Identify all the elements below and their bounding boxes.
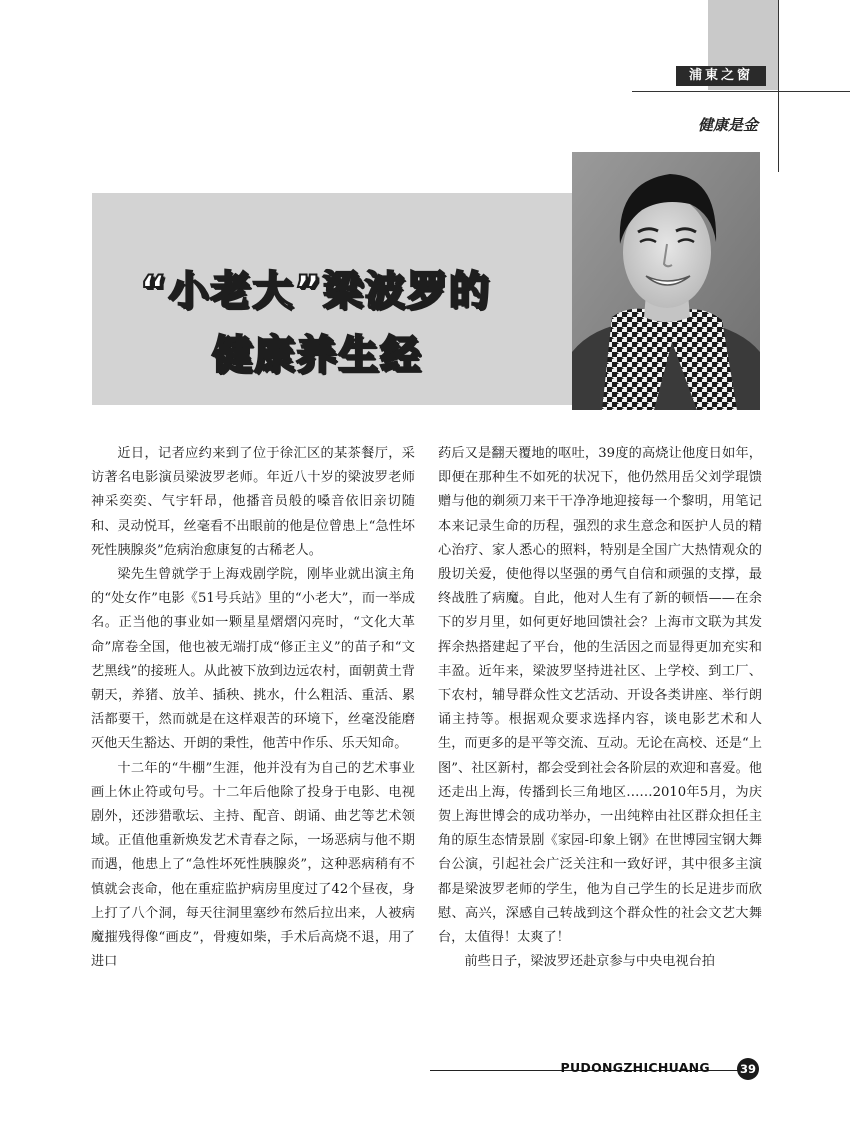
article-column-left (91, 442, 415, 974)
header-vertical-rule (778, 0, 779, 172)
title-panel (92, 193, 572, 405)
magazine-brand-logo: 浦東之窗 (676, 66, 766, 86)
paragraph: 前些日子，梁波罗还赴京参与中央电视台拍 (464, 954, 715, 970)
portrait-image (572, 152, 760, 410)
paragraph: 梁先生曾就学于上海戏剧学院，刚毕业就出演主角的“处女作”电影《51号兵站》里的“小老大”，而一举成名。正当他的事业如一颗星星熠熠闪亮时，“文化大革命”席卷全国，他也被无端打成“修正主义”的苗子和“文艺黑线”的接班人。从此被下放到边远农村，面朝黄土背朝天，养猪、放羊、插秧、挑水，什么粗活、重活、累活都要干，然而就是在这样艰苦的环境下，丝毫没能磨灭他天生豁达、开朗的秉性，他苦中作乐、乐天知命。 (91, 567, 415, 752)
article-title-line-2: 健康养生经 (212, 332, 422, 378)
article-title-line-1: “小老大”梁波罗的 (140, 268, 491, 314)
header-horizontal-rule (632, 91, 850, 92)
section-label: 健康是金 (697, 116, 758, 134)
portrait-photo (572, 152, 760, 410)
paragraph: 十二年的“牛棚”生涯，他并没有为自己的艺术事业画上休止符或句号。十二年后他除了投身于电影、电视剧外，还涉猎歌坛、主持、配音、朗诵、曲艺等艺术领域。正值他重新焕发艺术青春之际，一场恶病与他不期而遇，他患上了“急性坏死性胰腺炎”，这种恶病稍有不慎就会丧命，他在重症监护病房里度过了42个昼夜，身上打了八个洞，每天往洞里塞纱布然后拉出来，人被病魔摧残得像“画皮”，骨瘦如柴，手术后高烧不退，用了进口 (91, 760, 415, 970)
article-column-right (438, 442, 762, 974)
footer-brand: PUDONGZHICHUANG (560, 1060, 710, 1075)
page-number: 39 (737, 1058, 759, 1080)
paragraph: 近日，记者应约来到了位于徐汇区的某茶餐厅，采访著名电影演员梁波罗老师。年近八十岁的梁波罗老师神采奕奕、气宇轩昂，他播音员般的嗓音依旧亲切随和、灵动悦耳，丝毫看不出眼前的他是位曾患上“急性坏死性胰腺炎”危病治愈康复的古稀老人。 (91, 446, 415, 558)
paragraph: 药后又是翻天覆地的呕吐，39度的高烧让他度日如年，即便在那种生不如死的状况下，他仍然用岳父刘学琨馈赠与他的剃须刀来干干净净地迎接每一个黎明，用笔记本来记录生命的历程，强烈的求生意念和医护人员的精心治疗、家人悉心的照料，特别是全国广大热情观众的殷切关爱，使他得以坚强的勇气自信和顽强的支撑，最终战胜了病魔。自此，他对人生有了新的顿悟——在余下的岁月里，如何更好地回馈社会？上海市文联为其发挥余热搭建起了平台，他的生活因之而显得更加充实和丰盈。近年来，梁波罗坚持进社区、上学校、到工厂、下农村，辅导群众性文艺活动、开设各类讲座、举行朗诵主持等。根据观众要求选择内容，谈电影艺术和人生，而更多的是平等交流、互动。无论在高校、还是“上图”、社区新村，都会受到社会各阶层的欢迎和喜爱。他还走出上海，传播到长三角地区……2010年5月，为庆贺上海世博会的成功举办，一出纯粹由社区群众担任主角的原生态情景剧《家园-印象上钢》在世博园宝钢大舞台公演，引起社会广泛关注和一致好评，其中很多主演都是梁波罗老师的学生，他为自己学生的长足进步而欣慰、高兴，深感自己转战到这个群众性的社会文艺大舞台，太值得！太爽了！ (438, 446, 762, 946)
